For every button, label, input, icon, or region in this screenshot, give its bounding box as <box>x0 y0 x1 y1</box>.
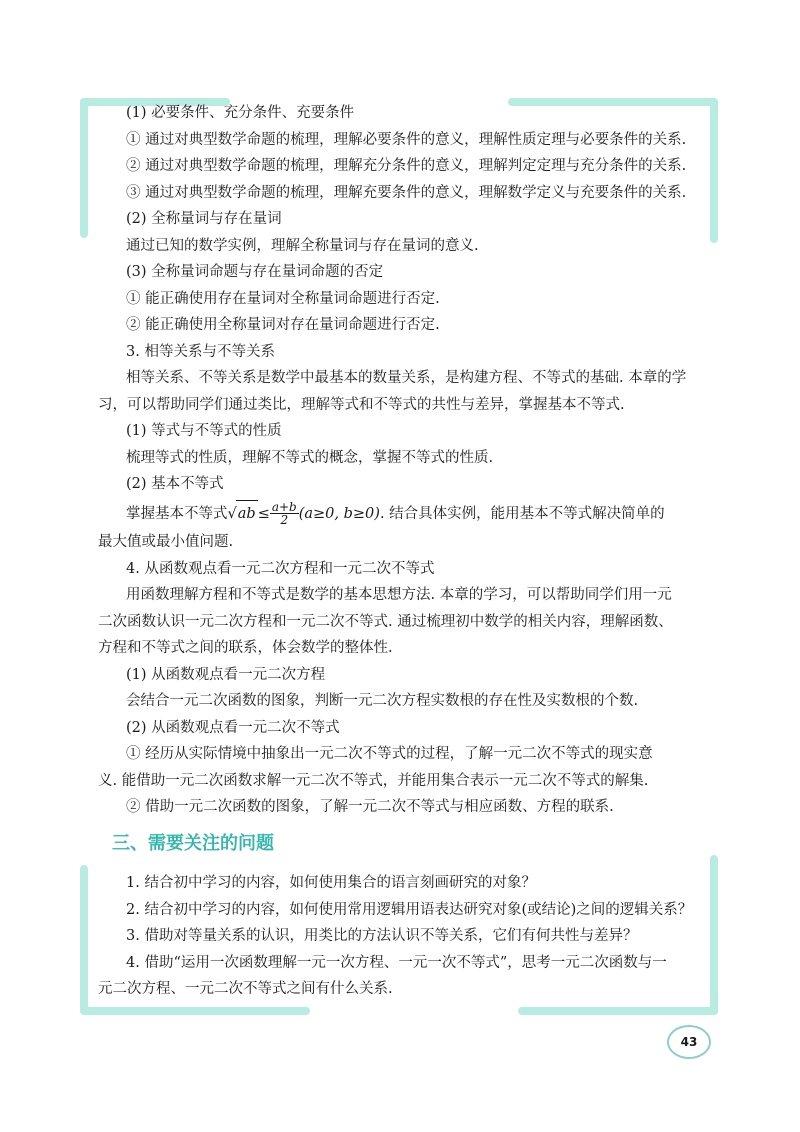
frame-bar <box>518 1007 718 1015</box>
text-line: 梳理等式的性质，理解不等式的概念，掌握不等式的性质. <box>126 449 494 466</box>
issue-item-continued: 元二次方程、一元二次不等式之间有什么关系. <box>98 981 393 997</box>
text-line: ① 能正确使用存在量词对全称量词命题进行否定. <box>126 290 440 307</box>
subheading-necessary-sufficient: (1) 必要条件、充分条件、充要条件 <box>126 105 355 121</box>
frame-bar <box>80 98 88 238</box>
condition: (a≥0, b≥0) <box>298 505 380 522</box>
heading-equality-inequality: 3. 相等关系与不等关系 <box>126 343 275 360</box>
text-line: 通过已知的数学实例，理解全称量词与存在量词的意义. <box>126 237 479 254</box>
sqrt-content: ab <box>236 500 258 527</box>
fraction-denominator: 2 <box>280 513 289 527</box>
sqrt-symbol: √ <box>227 505 237 522</box>
subheading-basic-inequality: (2) 基本不等式 <box>126 476 224 492</box>
subheading-inequality: (2) 从函数观点看一元二次不等式 <box>126 719 340 736</box>
text-line: 义. 能借助一元二次函数求解一元二次不等式，并能用集合表示一元二次不等式的解集. <box>98 772 649 789</box>
subheading-quantifiers: (2) 全称量词与存在量词 <box>126 211 282 227</box>
text-line: 方程和不等式之间的联系，体会数学的整体性. <box>98 640 393 656</box>
basic-inequality-line <box>98 500 703 527</box>
text-line: 习，可以帮助同学们通过类比，理解等式和不等式的共性与差异，掌握基本不等式. <box>98 396 625 413</box>
text-line: 二次函数认识一元二次方程和一元二次不等式. 通过梳理初中数学的相关内容，理解函数、 <box>98 613 673 630</box>
issue-item: 4. 借助“运用一次函数理解一元一次方程、一元一次不等式”，思考一元二次函数与一 <box>126 954 667 971</box>
text-line: ③ 通过对典型数学命题的梳理，理解充要条件的意义，理解数学定义与充要条件的关系. <box>126 184 687 201</box>
text-line: ② 借助一元二次函数的图象，了解一元二次不等式与相应函数、方程的联系. <box>126 799 614 815</box>
issue-item: 3. 借助对等量关系的认识，用类比的方法认识不等关系，它们有何共性与差异？ <box>126 928 638 944</box>
text-fragment: . 结合具体实例，能用基本不等式解决简单的 <box>379 505 665 522</box>
text-line: ② 能正确使用全称量词对存在量词命题进行否定. <box>126 317 440 333</box>
page-number: 43 <box>667 1025 711 1059</box>
text-line: 会结合一元二次函数的图象，判断一元二次方程实数根的存在性及实数根的个数. <box>126 693 639 709</box>
frame-bar <box>710 855 718 1015</box>
fraction-numerator: a+b <box>271 500 297 514</box>
text-line: ① 经历从实际情境中抽象出一元二次不等式的过程，了解一元二次不等式的现实意 <box>126 746 653 762</box>
heading-function-view: 4. 从函数观点看一元二次方程和一元二次不等式 <box>126 560 435 577</box>
frame-bar <box>80 865 88 1015</box>
fraction <box>270 501 299 526</box>
text-line: 最大值或最小值问题. <box>98 534 234 550</box>
text-line: ① 通过对典型数学命题的梳理，理解必要条件的意义，理解性质定理与必要条件的关系. <box>126 131 687 148</box>
issue-item: 2. 结合初中学习的内容，如何使用常用逻辑用语表达研究对象(或结论)之间的逻辑关系？ <box>126 901 693 918</box>
subheading-properties: (1) 等式与不等式的性质 <box>126 423 282 439</box>
subheading-negation: (3) 全称量词命题与存在量词命题的否定 <box>126 264 384 280</box>
frame-bar <box>80 1007 310 1015</box>
issue-item: 1. 结合初中学习的内容，如何使用集合的语言刻画研究的对象？ <box>126 875 536 891</box>
text-fragment: 掌握基本不等式 <box>126 505 228 522</box>
text-line: 用函数理解方程和不等式是数学的基本思想方法. 本章的学习，可以帮助同学们用一元 <box>126 587 672 603</box>
le-symbol: ≤ <box>257 505 270 522</box>
subheading-equation: (1) 从函数观点看一元二次方程 <box>126 666 326 683</box>
section-title-issues: 三、需要关注的问题 <box>112 833 274 854</box>
text-line: 相等关系、不等关系是数学中最基本的数量关系，是构建方程、不等式的基础. 本章的学 <box>126 370 687 386</box>
frame-bar <box>710 98 718 243</box>
page-content <box>98 102 703 1005</box>
text-line: ② 通过对典型数学命题的梳理，理解充分条件的意义，理解判定定理与充分条件的关系. <box>126 158 687 174</box>
